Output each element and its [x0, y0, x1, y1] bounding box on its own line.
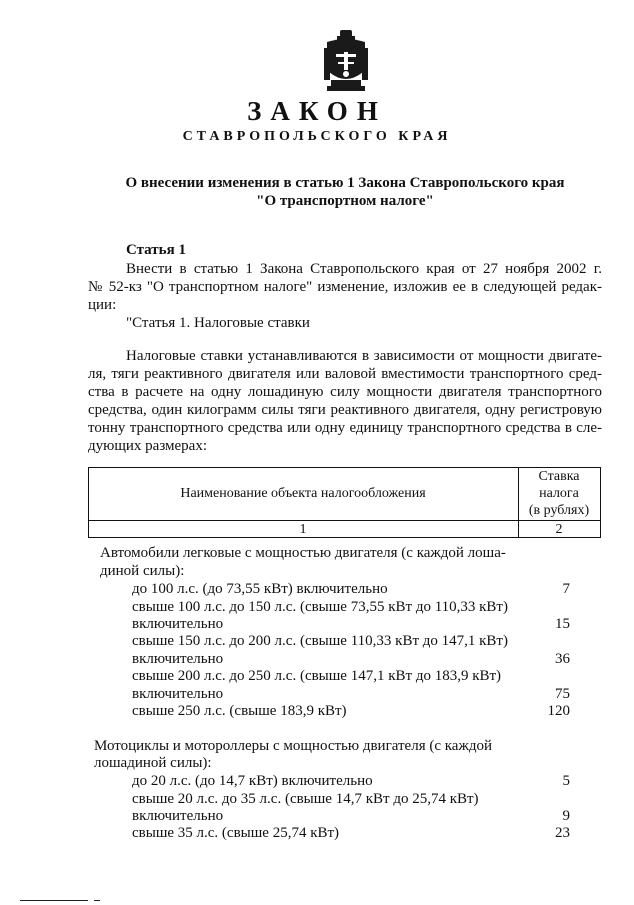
rate-row-label: до 100 л.с. (до 73,55 кВт) включительно	[132, 581, 388, 597]
rate-row-label: включительно	[132, 686, 224, 702]
coat-of-arms-icon	[323, 30, 369, 92]
rate-value: 5	[562, 773, 570, 789]
rate-value: 9	[562, 808, 570, 824]
column-header-rate-line: (в рублях)	[528, 503, 590, 518]
rate-value: 36	[555, 651, 570, 667]
section-title-line: Автомобили легковые с мощностью двигателя (с каждой лоша-	[100, 545, 506, 561]
rate-row-label: включительно	[132, 616, 224, 632]
rate-row-label: свыше 100 л.с. до 150 л.с. (свыше 73,55 кВт до 110,33 кВт)	[132, 599, 508, 615]
paragraph-line: средства, один килограмм силы тяги реактивного двигателя, одну регистровую	[88, 402, 602, 418]
column-header-rate-line: Ставка	[538, 469, 580, 484]
paragraph-line: ля, тяги реактивного двигателя или валовой вместимости транспортного сред-	[88, 366, 602, 382]
section-title-line: диной силы):	[100, 563, 185, 579]
footer-rule	[20, 900, 88, 901]
column-number-1: 1	[299, 522, 307, 537]
rate-value: 7	[562, 581, 570, 597]
rate-row-label: свыше 200 л.с. до 250 л.с. (свыше 147,1 кВт до 183,9 кВт)	[132, 668, 502, 684]
rate-row-label: включительно	[132, 808, 224, 824]
column-header-rate-line: налога	[539, 486, 579, 501]
law-subtitle: СТАВРОПОЛЬСКОГО КРАЯ	[182, 129, 452, 144]
rate-row-label: свыше 35 л.с. (свыше 25,74 кВт)	[132, 825, 340, 841]
law-title: ЗАКОН	[247, 96, 387, 126]
article-intro-line: Внести в статью 1 Закона Ставропольского края от 27 ноября 2002 г.	[126, 261, 602, 277]
article-label: Статья 1	[126, 242, 186, 258]
section-title-line: лошадиной силы):	[94, 755, 212, 771]
rate-row-label: свыше 150 л.с. до 200 л.с. (свыше 110,33 кВт до 147,1 кВт)	[132, 633, 508, 649]
paragraph-line: ства в расчете на одну лошадиную силу мощности двигателя транспортного	[88, 384, 602, 400]
column-header-object: Наименование объекта налогообложения	[180, 486, 426, 501]
article-intro-line: № 52-кз "О транспортном налоге" изменение, изложив ее в следующей редак-	[88, 279, 602, 295]
article-intro-line: ции:	[88, 297, 117, 313]
rate-row-label: до 20 л.с. (до 14,7 кВт) включительно	[132, 773, 373, 789]
rate-value: 15	[555, 616, 570, 632]
law-heading-line-1: О внесении изменения в статью 1 Закона Ставропольского края	[125, 175, 565, 191]
rates-table-header	[88, 467, 601, 538]
rate-row-label: свыше 20 л.с. до 35 л.с. (свыше 14,7 кВт до 25,74 кВт)	[132, 791, 479, 807]
rate-value: 120	[547, 703, 570, 719]
quoted-article-heading: "Статья 1. Налоговые ставки	[126, 315, 310, 331]
paragraph-line: Налоговые ставки устанавливаются в зависимости от мощности двигате-	[126, 348, 602, 364]
law-heading-line-2: "О транспортном налоге"	[256, 193, 434, 209]
paragraph-line: дующих размерах:	[88, 438, 208, 454]
column-number-2: 2	[555, 522, 563, 537]
rate-value: 75	[555, 686, 570, 702]
rate-row-label: включительно	[132, 651, 224, 667]
rate-value: 23	[555, 825, 570, 841]
section-title-line: Мотоциклы и мотороллеры с мощностью двигателя (с каждой	[94, 738, 492, 754]
footer-rule	[94, 900, 100, 901]
paragraph-line: тонну транспортного средства или одну единицу транспортного средства в сле-	[88, 420, 602, 436]
rate-row-label: свыше 250 л.с. (свыше 183,9 кВт)	[132, 703, 347, 719]
